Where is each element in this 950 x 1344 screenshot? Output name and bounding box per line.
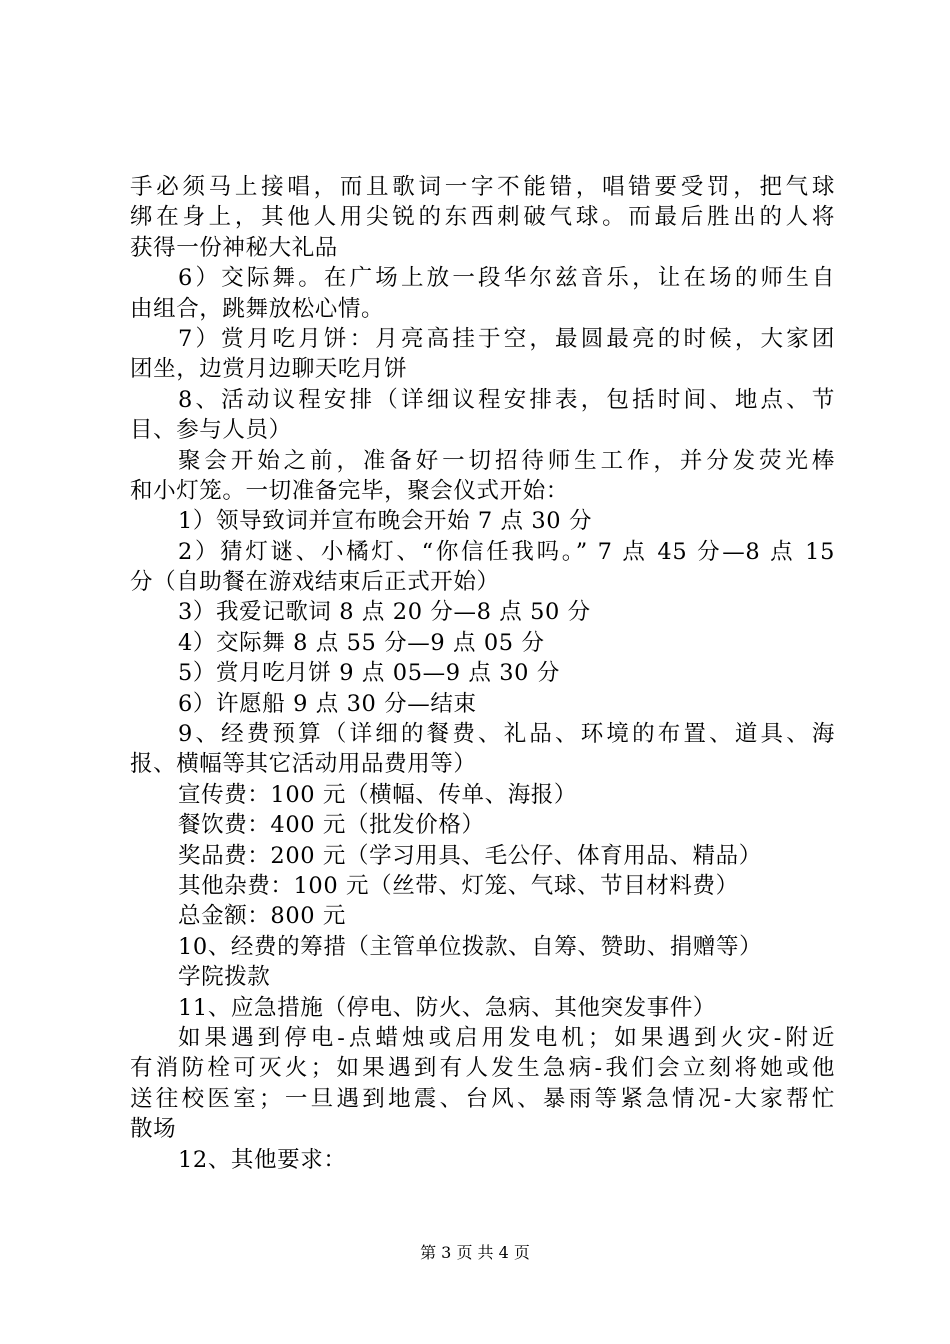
- document-line: 11、应急措施（停电、防火、急病、其他突发事件）: [178, 994, 717, 1021]
- page-number-label: 第 3 页 共 4 页: [420, 1243, 530, 1262]
- document-line: 10、经费的筹措（主管单位拨款、自筹、赞助、捐赠等）: [178, 933, 763, 960]
- document-line: 获得一份神秘大礼品: [130, 234, 338, 261]
- document-line: 餐饮费：400 元（批发价格）: [178, 812, 485, 839]
- document-line: 8、活动议程安排（详细议程安排表，包括时间、地点、节: [178, 386, 835, 413]
- document-line: 学院拨款: [178, 964, 271, 991]
- document-line: 宣传费：100 元（横幅、传单、海报）: [178, 781, 577, 808]
- document-line: 3）我爱记歌词 8 点 20 分—8 点 50 分: [178, 599, 591, 626]
- document-line: 报、横幅等其它活动用品费用等）: [130, 751, 477, 778]
- document-line: 1）领导致词并宣布晚会开始 7 点 30 分: [178, 508, 593, 535]
- document-line: 5）赏月吃月饼 9 点 05—9 点 30 分: [178, 660, 560, 687]
- document-line: 有消防栓可灭火；如果遇到有人发生急病-我们会立刻将她或他: [130, 1055, 835, 1082]
- document-line: 其他杂费：100 元（丝带、灯笼、气球、节目材料费）: [178, 872, 739, 899]
- page-footer: [0, 1243, 950, 1263]
- document-line: 送往校医室；一旦遇到地震、台风、暴雨等紧急情况-大家帮忙: [130, 1085, 835, 1112]
- document-line: 12、其他要求：: [178, 1146, 347, 1173]
- document-line: 2）猜灯谜、小橘灯、“你信任我吗。” 7 点 45 分—8 点 15: [178, 538, 835, 565]
- document-line: 如果遇到停电-点蜡烛或启用发电机；如果遇到火灾-附近: [178, 1024, 835, 1051]
- document-line: 团坐，边赏月边聊天吃月饼: [130, 356, 408, 383]
- document-line: 9、经费预算（详细的餐费、礼品、环境的布置、道具、海: [178, 721, 835, 748]
- document-line: 聚会开始之前，准备好一切招待师生工作，并分发荧光棒: [178, 447, 835, 474]
- document-line: 6）许愿船 9 点 30 分—结束: [178, 690, 477, 717]
- document-line: 绑在身上，其他人用尖锐的东西刺破气球。而最后胜出的人将: [130, 204, 835, 231]
- document-line: 4）交际舞 8 点 55 分—9 点 05 分: [178, 629, 545, 656]
- document-line: 6）交际舞。在广场上放一段华尔兹音乐，让在场的师生自: [178, 265, 835, 292]
- document-line: 奖品费：200 元（学习用具、毛公仔、体育用品、精品）: [178, 842, 762, 869]
- document-line: 目、参与人员）: [130, 417, 292, 444]
- document-line: 7）赏月吃月饼：月亮高挂于空，最圆最亮的时候，大家团: [178, 325, 835, 352]
- document-line: 和小灯笼。一切准备完毕，聚会仪式开始：: [130, 477, 569, 504]
- document-line: 总金额：800 元: [178, 903, 346, 930]
- document-line: 由组合，跳舞放松心情。: [130, 295, 385, 322]
- document-line: 散场: [130, 1116, 177, 1143]
- document-line: 分（自助餐在游戏结束后正式开始）: [130, 569, 500, 596]
- document-line: 手必须马上接唱，而且歌词一字不能错，唱错要受罚，把气球: [130, 174, 835, 200]
- document-body: [130, 172, 835, 1175]
